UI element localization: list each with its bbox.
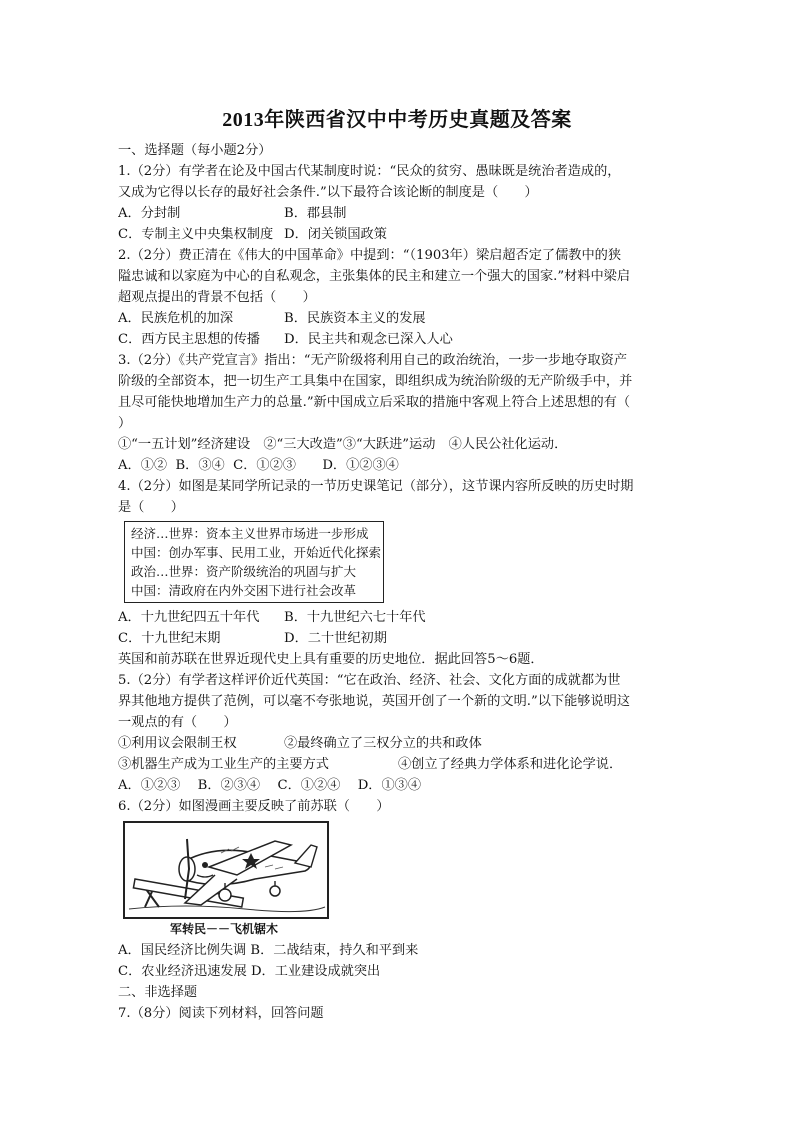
q2-option-c: C．西方民主思想的传播 (118, 332, 260, 347)
q2-option-a: A．民族危机的加深 (118, 311, 234, 326)
q1-option-b: B．郡县制 (284, 206, 347, 221)
q2-stem-line3: 超观点提出的背景不包括（ ） (118, 290, 316, 305)
q2-option-b: B．民族资本主义的发展 (284, 311, 426, 326)
class-notes-box (124, 521, 384, 603)
q1-option-d: D．闭关锁国政策 (284, 227, 387, 242)
q5-stem-line3: 一观点的有（ ） (118, 715, 237, 730)
q1-stem-line2: 又成为它得以长存的最好社会条件.”以下最符合该论断的制度是（ ） (118, 185, 538, 200)
q6-options-ab: A．国民经济比例失调 B．二战结束，持久和平到来 (118, 943, 419, 958)
q5-statement-4: ④创立了经典力学体系和进化论学说． (398, 757, 623, 772)
q4-option-b: B．十九世纪六七十年代 (284, 610, 426, 625)
airplane-sawing-illustration (125, 823, 327, 917)
q4-stem-line2: 是（ ） (118, 500, 184, 515)
q5-statements-12 (118, 733, 678, 754)
q2-stem-line2: 隘忠诚和以家庭为中心的自私观念，主张集体的民主和建立一个强大的国家.”材料中梁启 (118, 269, 631, 284)
q5-options: A．①②③ B．②③④ C．①②④ D．①③④ (118, 778, 422, 793)
q1-option-a: A．分封制 (118, 206, 181, 221)
q3-options: A．①② B．③④ C．①②③ D．①②③④ (118, 458, 399, 473)
q3-stem-line2: 阶级的全部资本，把一切生产工具集中在国家，即组织成为统治阶级的无产阶级手中，并 (118, 374, 633, 389)
q1-options-cd (118, 224, 678, 245)
q5-stem-line2: 界其他地方提供了范例，可以毫不夸张地说，英国开创了一个新的文明.”以下能够说明这 (118, 694, 631, 709)
page-title: 2013年陕西省汉中中考历史真题及答案 (222, 109, 572, 131)
section-heading-choice: 一、选择题（每小题2分） (118, 143, 272, 158)
q1-option-c: C．专制主义中央集权制度 (118, 227, 274, 242)
notes-line: 经济…世界：资本主义世界市场进一步形成 (131, 526, 369, 541)
q2-options-cd (118, 329, 678, 350)
intro-q5-q6: 英国和前苏联在世界近现代史上具有重要的历史地位．据此回答5～6题． (118, 652, 544, 667)
q5-statement-3: ③机器生产成为工业生产的主要方式 (118, 757, 329, 772)
notes-line: 中国：清政府在内外交困下进行社会改革 (131, 583, 357, 598)
q4-options-ab (118, 607, 678, 628)
q5-statement-2: ②最终确立了三权分立的共和政体 (284, 736, 482, 751)
q4-stem-line1: 4.（2分）如图是某同学所记录的一节历史课笔记（部分），这节课内容所反映的历史时期 (118, 479, 634, 494)
notes-line: 中国：创办军事、民用工业，开始近代化探索 (131, 545, 382, 560)
q3-stem-line4: ） (118, 416, 132, 431)
exam-content (118, 140, 678, 1024)
q4-options-cd (118, 628, 678, 649)
q4-option-a: A．十九世纪四五十年代 (118, 610, 260, 625)
q5-statement-1: ①利用议会限制王权 (118, 736, 237, 751)
q5-statements-34 (118, 754, 678, 775)
q4-option-c: C．十九世纪末期 (118, 631, 221, 646)
q2-stem-line1: 2.（2分）费正清在《伟大的中国革命》中提到：“（1903年）梁启超否定了儒教中的狭 (118, 248, 622, 263)
section-heading-nonchoice: 二、非选择题 (118, 985, 198, 1000)
q1-stem-line1: 1.（2分）有学者在论及中国古代某制度时说：“民众的贫穷、愚昧既是统治者造成的， (118, 164, 621, 179)
q6-stem: 6.（2分）如图漫画主要反映了前苏联（ ） (118, 799, 390, 814)
q2-option-d: D．民主共和观念已深入人心 (284, 332, 453, 347)
q4-option-d: D．二十世纪初期 (284, 631, 387, 646)
q6-options-cd: C．农业经济迅速发展 D．工业建设成就突出 (118, 964, 381, 979)
notes-line: 政治…世界：资产阶级统治的巩固与扩大 (131, 564, 357, 579)
q3-stem-line1: 3.（2分）《共产党宣言》指出：“无产阶级将利用自己的政治统治，一步一步地夺取资产 (118, 353, 628, 368)
q3-stem-line3: 且尽可能快地增加生产力的总量.”新中国成立后采取的措施中客观上符合上述思想的有（ (118, 395, 631, 410)
cartoon-figure (123, 821, 333, 938)
cartoon-airplane-sawing-image (123, 821, 329, 919)
q7-stem: 7.（8分）阅读下列材料，回答问题 (118, 1006, 324, 1021)
cartoon-caption: 军转民－－飞机锯木 (169, 922, 278, 936)
q1-options-ab (118, 203, 678, 224)
q3-statements: ①“一五计划”经济建设 ②“三大改造”③“大跃进”运动 ④人民公社化运动． (118, 437, 568, 452)
q5-stem-line1: 5.（2分）有学者这样评价近代英国：“它在政治、经济、社会、文化方面的成就都为世 (118, 673, 621, 688)
q2-options-ab (118, 308, 678, 329)
